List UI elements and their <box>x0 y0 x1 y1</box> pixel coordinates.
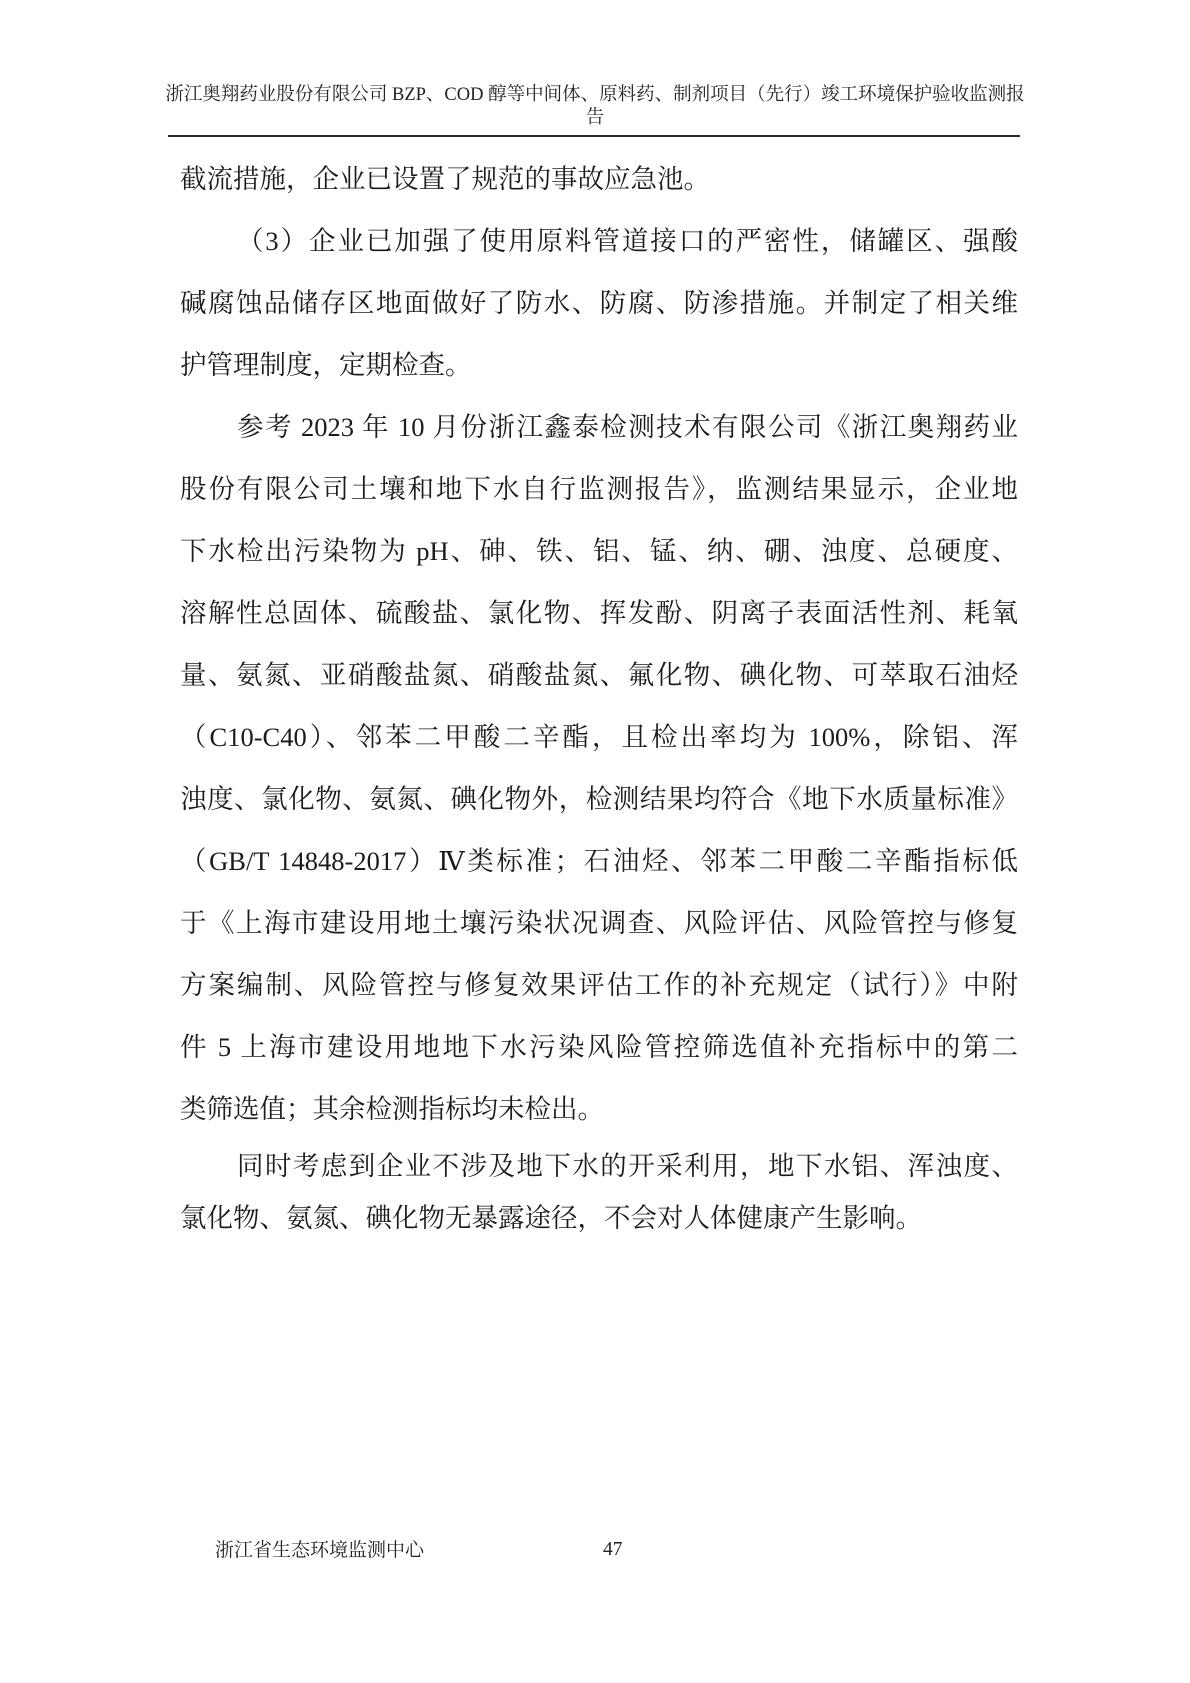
body-line: 浊度、氯化物、氨氮、碘化物外，检测结果均符合《地下水质量标准》 <box>180 784 1018 814</box>
body-line: 护管理制度，定期检查。 <box>180 350 472 380</box>
body-line: 方案编制、风险管控与修复效果评估工作的补充规定（试行）》中附 <box>180 970 1018 1000</box>
body-line: （C10-C40）、邻苯二甲酸二辛酯，且检出率均为 100%，除铝、浑 <box>180 722 1018 752</box>
body-line: （3）企业已加强了使用原料管道接口的严密性，储罐区、强酸 <box>237 226 1018 256</box>
body-line: 类筛选值；其余检测指标均未检出。 <box>180 1094 604 1124</box>
footer-organization: 浙江省生态环境监测中心 <box>215 1540 425 1561</box>
body-line: 氯化物、氨氮、碘化物无暴露途径，不会对人体健康产生影响。 <box>180 1203 922 1233</box>
body-line: 量、氨氮、亚硝酸盐氮、硝酸盐氮、氟化物、碘化物、可萃取石油烃 <box>180 660 1018 690</box>
body-line: 溶解性总固体、硫酸盐、氯化物、挥发酚、阴离子表面活性剂、耗氧 <box>180 598 1018 628</box>
body-line: 件 5 上海市建设用地地下水污染风险管控筛选值补充指标中的第二 <box>180 1032 1018 1062</box>
body-line: （GB/T 14848-2017）Ⅳ类标准；石油烃、邻苯二甲酸二辛酯指标低 <box>180 846 1018 876</box>
body-line: 于《上海市建设用地土壤污染状况调查、风险评估、风险管控与修复 <box>180 908 1018 938</box>
footer-page-number: 47 <box>603 1539 623 1560</box>
body-line: 截流措施，企业已设置了规范的事故应急池。 <box>180 164 710 194</box>
header-title-line2: 告 <box>585 108 605 128</box>
body-line: 参考 2023 年 10 月份浙江鑫泰检测技术有限公司《浙江奥翔药业 <box>237 412 1018 442</box>
body-line: 下水检出污染物为 pH、砷、铁、铝、锰、纳、硼、浊度、总硬度、 <box>180 536 1018 566</box>
header-title-line1: 浙江奥翔药业股份有限公司 BZP、COD 醇等中间体、原料药、制剂项目（先行）竣工环境保护验收监测报 <box>165 85 1025 105</box>
body-line: 碱腐蚀品储存区地面做好了防水、防腐、防渗措施。并制定了相关维 <box>180 288 1018 318</box>
body-line: 同时考虑到企业不涉及地下水的开采利用，地下水铝、浑浊度、 <box>237 1151 1018 1181</box>
body-line: 股份有限公司土壤和地下水自行监测报告》，监测结果显示，企业地 <box>180 474 1018 504</box>
page-header <box>0 84 1190 130</box>
body-text <box>180 148 1018 1244</box>
header-rule <box>168 135 1020 137</box>
